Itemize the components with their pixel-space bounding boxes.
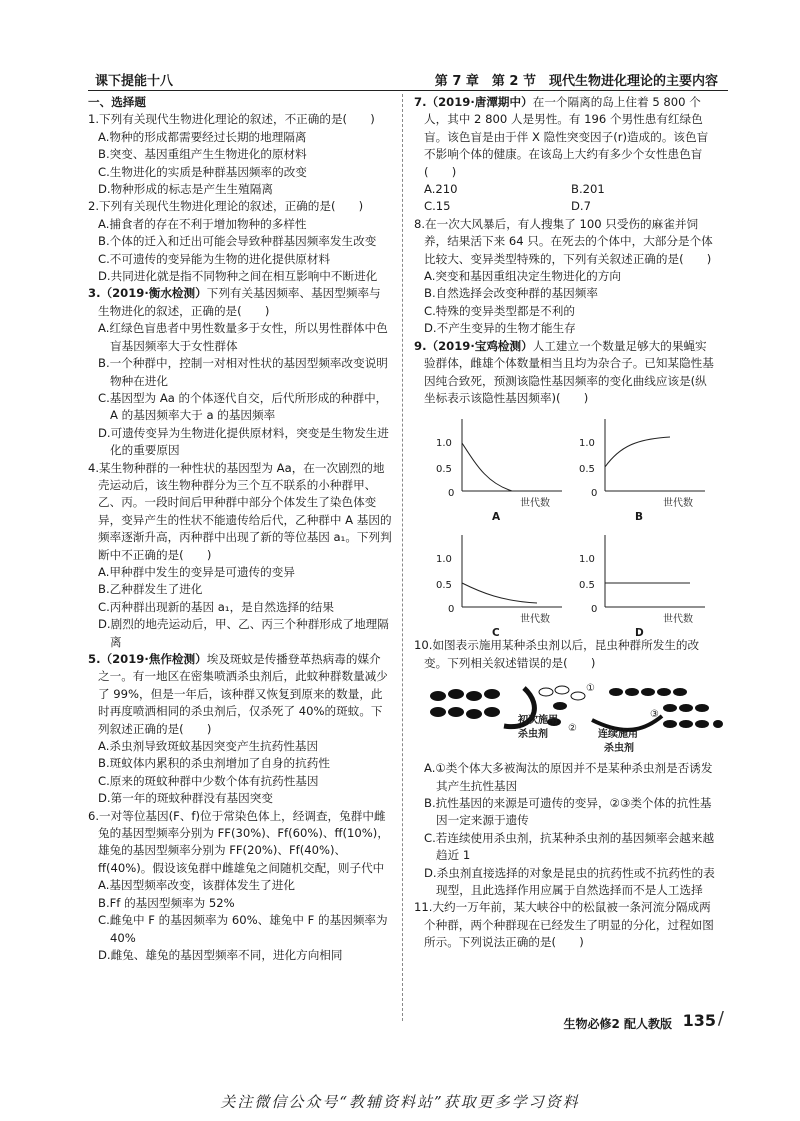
option-c: C.雌兔中 F 的基因频率为 60%、雄兔中 F 的基因频率为 40%: [98, 913, 388, 945]
option-c: C.丙种群出现新的基因 a₁，是自然选择的结果: [98, 599, 334, 614]
option-a: A.红绿色盲患者中男性数量多于女性，所以男性群体中色盲基因频率大于女性群体: [98, 321, 388, 353]
option-a: A.杀虫剂导致斑蚊基因突变产生抗药性基因: [98, 739, 319, 754]
question-text: 下列有关基因频率、基因型频率与生物进化的叙述，正确的是( ): [98, 286, 381, 318]
option-d: D.剧烈的地壳运动后，甲、乙、丙三个种群形成了地理隔离: [98, 617, 389, 649]
label-first-application-2: 杀虫剂: [518, 729, 548, 741]
option-b: B.斑蚊体内累积的杀虫剂增加了自身的抗药性: [98, 756, 330, 771]
question-source: 7.（2019·唐潭期中）: [414, 95, 533, 109]
x-axis-label: 世代数: [663, 614, 693, 626]
option-d: D.雌兔、雄兔的基因型频率不同，进化方向相同: [98, 947, 343, 962]
page-slash-mark: /: [717, 1008, 724, 1029]
x-axis-label: 世代数: [520, 498, 550, 510]
option-b: B.一个种群中，控制一对相对性状的基因型频率改变说明物种在进化: [98, 356, 388, 388]
y-tick-0: 0: [591, 604, 598, 616]
question-5: [88, 651, 392, 808]
option-c: C.若连续使用杀虫剂，抗某种杀虫剂的基因频率会越来越趋近 1: [424, 830, 715, 863]
graph-grid: [432, 411, 718, 640]
question-text: 人工建立一个数量足够大的果蝇实验群体，雌雄个体数量相当且均为杂合子。已知某隐性基因纯合致死，预测该隐性基因频率的变化曲线应该是(纵坐标表示该隐性基因频率)( ): [424, 338, 714, 405]
question-3: [88, 285, 392, 459]
y-tick-0: 0: [591, 488, 598, 500]
left-column: [88, 94, 392, 964]
graph-caption: C: [492, 627, 500, 640]
question-stem: [414, 338, 718, 408]
option-d: D.物种形成的标志是产生生殖隔离: [98, 182, 273, 197]
y-tick-half: 0.5: [579, 464, 595, 476]
option-b: B.201: [571, 182, 605, 197]
option-a: A.捕食者的存在不利于增加物种的多样性: [98, 216, 307, 231]
question-11: [414, 899, 718, 951]
header-left-title: 课下提能十八: [95, 74, 174, 89]
option-a: A.突变和基因重组决定生物进化的方向: [424, 269, 621, 284]
graph-caption: B: [635, 511, 644, 524]
question-stem: 10.如图表示施用某种杀虫剂以后，昆虫种群所发生的改变。下列相关叙述错误的是( ): [414, 638, 700, 670]
option-c: C.生物进化的实质是种群基因频率的改变: [98, 164, 307, 179]
y-tick-0: 0: [448, 488, 455, 500]
option-b: B.乙种群发生了进化: [98, 582, 203, 597]
option-d: D.7: [571, 199, 591, 214]
question-stem: [414, 94, 718, 181]
question-text: 在一个隔离的岛上住着 5 800 个人，其中 2 800 人是男性。有 196 个男性患有红绿色盲。该色盲是由于伴 X 隐性突变因子(r)造成的。该色盲不影响个体的健康。在该岛上大约有多少个女性患色盲( ): [424, 95, 709, 179]
question-4: [88, 460, 392, 651]
option-c: C.原来的斑蚊种群中少数个体有抗药性基因: [98, 773, 319, 788]
question-stem: 4.某生物种群的一种性状的基因型为 Aa，在一次剧烈的地壳运动后，该生物种群分为三个互不联系的小种群甲、乙、丙。一段时间后甲种群中部分个体发生了染色体变异，变异产生的性状不能遗传给后代，乙种群中 A 基因的频率逐渐升高，丙种群中出现了新的等位基因 a₁。下列判断中不正确的是( ): [88, 460, 392, 562]
option-d: D.不产生变异的生物才能生存: [424, 321, 576, 336]
y-tick-half: 0.5: [436, 580, 452, 592]
insect-figure-drawing: [424, 676, 724, 756]
x-axis-label: 世代数: [520, 614, 550, 626]
question-9: [414, 338, 718, 640]
watermark-text: 关注微信公众号“教辅资料站”获取更多学习资料: [220, 1093, 580, 1111]
question-stem: [88, 285, 392, 320]
graph-c: [432, 527, 570, 640]
question-8: [414, 216, 718, 338]
book-edition-label: 生物必修2 配人教版: [563, 1017, 672, 1031]
option-b: B.Ff 的基因型频率为 52%: [98, 895, 235, 910]
options-grid: [424, 181, 718, 216]
header-rule: [88, 90, 728, 91]
option-b: B.自然选择会改变种群的基因频率: [424, 286, 598, 301]
graph-caption: A: [492, 511, 501, 524]
question-stem: 6.一对等位基因(F、f)位于常染色体上，经调查，兔群中雌兔的基因型频率分别为 FF(30%)、Ff(60%)、ff(10%)，雄兔的基因型频率分别为 FF(20%)、Ff(40%)、ff(40%)。假设该兔群中雌雄兔之间随机交配，则子代中: [88, 808, 389, 875]
question-stem: 1.下列有关现代生物进化理论的叙述，不正确的是( ): [88, 112, 375, 127]
question-stem: 2.下列有关现代生物进化理论的叙述，正确的是( ): [88, 199, 364, 214]
y-tick-half: 0.5: [436, 464, 452, 476]
question-2: [88, 198, 392, 285]
option-a: A.甲种群中发生的变异是可遗传的变异: [98, 564, 295, 579]
option-c: C.不可遗传的变异能为生物的进化提供原材料: [98, 251, 331, 266]
question-7: [414, 94, 718, 216]
graph-a: [432, 411, 570, 524]
column-divider: [402, 94, 403, 1021]
graph-b: [575, 411, 713, 524]
label-type-2: ②: [568, 723, 577, 735]
label-continuous-application-2: 杀虫剂: [604, 743, 634, 755]
question-1: [88, 111, 392, 198]
y-tick-1: 1.0: [436, 554, 452, 566]
right-column: [414, 94, 718, 952]
question-stem: [88, 651, 392, 738]
label-continuous-application: 连续施用: [598, 729, 638, 741]
y-tick-1: 1.0: [436, 438, 452, 450]
graph-d: [575, 527, 713, 640]
option-d: D.可遗传变异为生物进化提供原材料，突变是生物发生进化的重要原因: [98, 425, 389, 458]
question-text: 埃及斑蚊是传播登革热病毒的媒介之一。有一地区在密集喷洒杀虫剂后，此蚊种群数量减少了 99%，但是一年后，该种群又恢复到原来的数量，此时再度喷洒相同的杀虫剂后，仅杀死了 40%的斑蚊。下列叙述正确的是( ): [98, 652, 388, 736]
y-tick-1: 1.0: [579, 438, 595, 450]
label-type-3: ③: [650, 709, 659, 721]
label-type-1: ①: [586, 683, 595, 695]
option-a: A.210: [424, 182, 458, 197]
option-d: D.杀虫剂直接选择的对象是昆虫的抗药性或不抗药性的表现型，且此选择作用应属于自然选择而不是人工选择: [424, 865, 715, 897]
y-tick-0: 0: [448, 604, 455, 616]
page-number: 135: [682, 1011, 716, 1030]
question-source: 3.（2019·衡水检测）: [88, 286, 207, 301]
option-a: A.①类个体大多被淘汰的原因并不是某种杀虫剂是否诱发其产生抗性基因: [424, 761, 713, 793]
option-c: C.基因型为 Aa 的个体逐代自交，后代所形成的种群中，A 的基因频率大于 a 的基因频率: [98, 390, 388, 423]
option-a: A.基因型频率改变，该群体发生了进化: [98, 878, 295, 893]
section-title: 一、选择题: [88, 95, 146, 109]
question-stem: 8.在一次大风暴后，有人搜集了 100 只受伤的麻雀并饲养，结果活下来 64 只。在死去的个体中，大部分是个体比较大、变异类型特殊的，下列有关叙述正确的是( ): [414, 216, 713, 266]
option-b: B.个体的迁入和迁出可能会导致种群基因频率发生改变: [98, 234, 377, 249]
graph-caption: D: [635, 627, 644, 640]
header-chapter-title: 第 7 章 第 2 节 现代生物进化理论的主要内容: [434, 74, 718, 89]
question-stem: 11.大约一万年前，某大峡谷中的松鼠被一条河流分隔成两个种群，两个种群现在已经发生了明显的分化，过程如图所示。下列说法正确的是( ): [414, 900, 714, 950]
option-b: B.突变、基因重组产生生物进化的原材料: [98, 147, 307, 162]
label-first-application: 初次施用: [518, 715, 558, 727]
option-d: D.第一年的斑蚊种群没有基因突变: [98, 791, 273, 806]
option-d: D.共同进化就是指不同物种之间在相互影响中不断进化: [98, 269, 378, 284]
option-c: C.特殊的变异类型都是不利的: [424, 303, 575, 318]
option-a: A.物种的形成都需要经过长期的地理隔离: [98, 129, 307, 144]
insect-selection-figure: [424, 676, 718, 756]
question-source: 9.（2019·宝鸡检测）: [414, 338, 533, 353]
question-source: 5.（2019·焦作检测）: [88, 652, 207, 666]
question-6: [88, 808, 392, 965]
x-axis-label: 世代数: [663, 498, 693, 510]
option-b: B.抗性基因的来源是可遗传的变异，②③类个体的抗性基因一定来源于遗传: [424, 795, 712, 828]
option-c: C.15: [424, 199, 451, 214]
y-tick-1: 1.0: [579, 554, 595, 566]
y-tick-half: 0.5: [579, 580, 595, 592]
question-10: [414, 637, 718, 899]
